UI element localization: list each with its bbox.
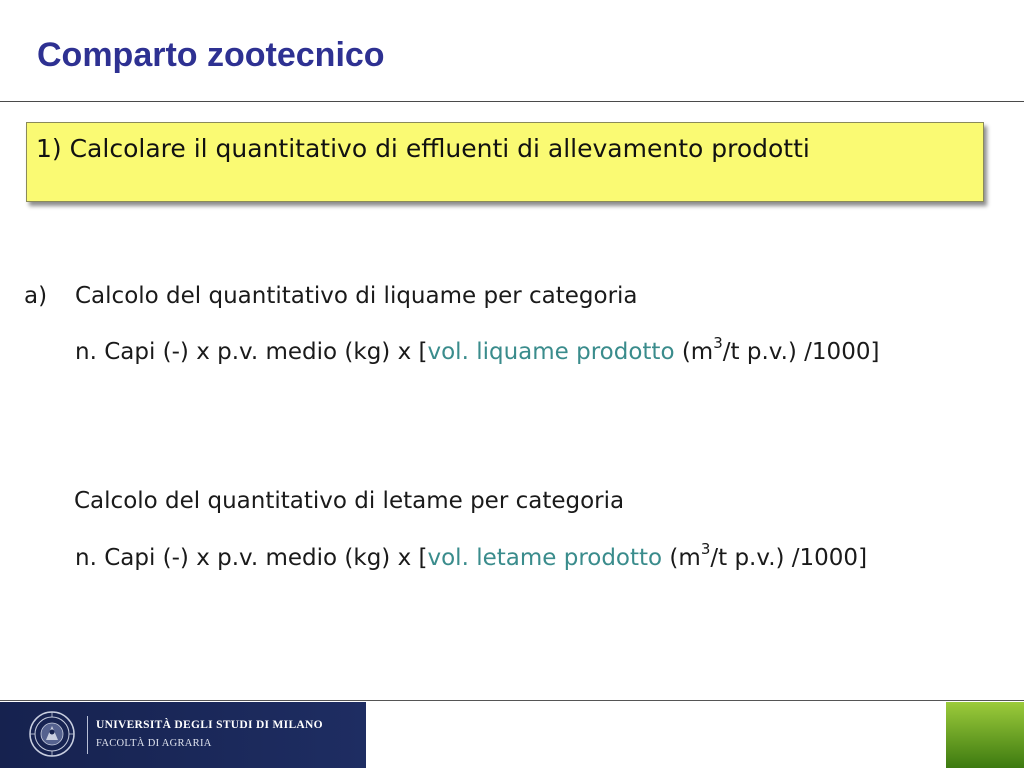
callout-box: [26, 122, 984, 202]
formula-prefix: n. Capi (-) x p.v. medio (kg) x [: [75, 545, 428, 571]
formula-suffix: /t p.v.) /1000]: [710, 545, 868, 571]
formula-unit-exponent: 3: [700, 540, 711, 559]
footer-university-banner: [0, 702, 366, 768]
list-marker: a): [24, 283, 48, 309]
university-seal-icon: [28, 710, 76, 758]
formula-letame: [75, 541, 975, 575]
formula-liquame: [75, 335, 975, 369]
formula-prefix: n. Capi (-) x p.v. medio (kg) x [: [75, 339, 428, 365]
formula-unit-exponent: 3: [713, 334, 723, 353]
item-heading-liquame: Calcolo del quantitativo di liquame per categoria: [75, 283, 638, 309]
formula-unit-open: (m: [662, 545, 701, 571]
footer-separator: [87, 716, 88, 754]
formula-unit-open: (m: [674, 339, 714, 365]
formula-suffix: /t p.v.) /1000]: [722, 339, 880, 365]
title-divider: [0, 101, 1024, 102]
callout-text: 1) Calcolare il quantitativo di effluenti di allevamento prodotti: [36, 134, 810, 163]
formula-highlight: vol. liquame prodotto: [427, 339, 675, 365]
item-heading-letame: Calcolo del quantitativo di letame per categoria: [74, 488, 625, 514]
slide-title: Comparto zootecnico: [37, 36, 385, 74]
university-name: UNIVERSITÀ DEGLI STUDI DI MILANO: [96, 719, 323, 731]
formula-highlight: vol. letame prodotto: [427, 545, 663, 571]
footer-accent-block: [946, 702, 1024, 768]
faculty-name: FACOLTÀ DI AGRARIA: [96, 738, 212, 749]
footer-divider: [0, 700, 1024, 701]
